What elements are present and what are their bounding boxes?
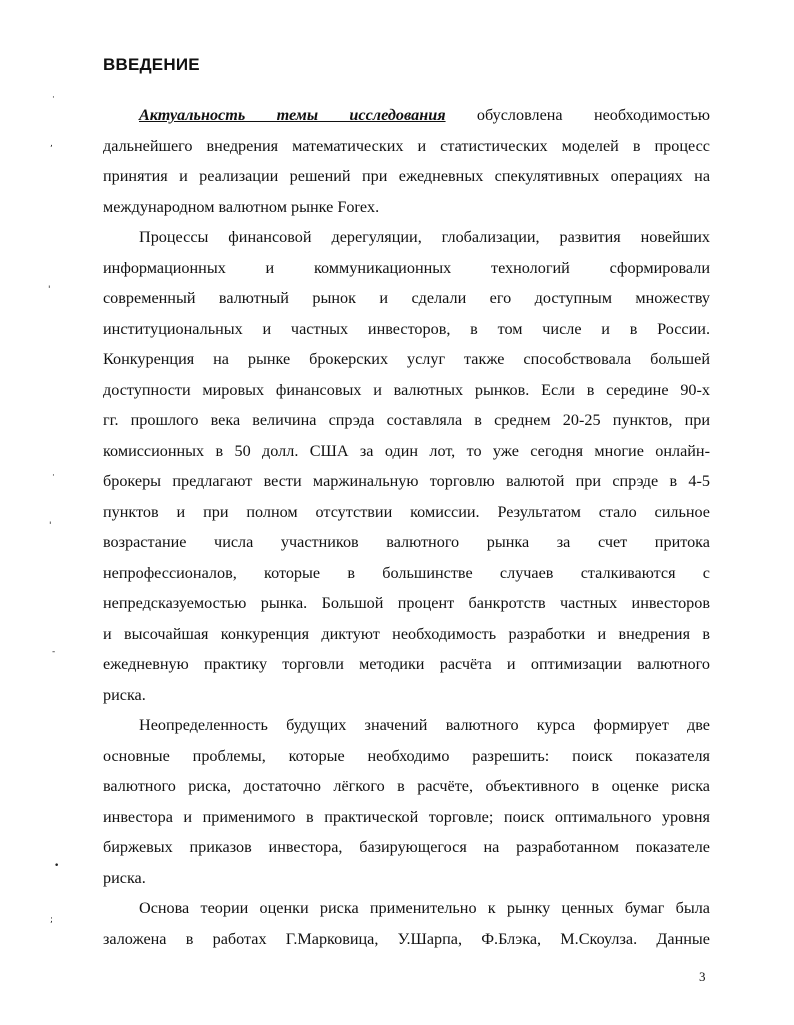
text-line: Процессы финансовой дерегуляции, глобализации, развития новейших <box>139 228 710 246</box>
text-line: инвестора и применимого в практической торговле; поиск оптимального уровня <box>103 807 710 826</box>
text-line: биржевых приказов инвестора, базирующегося на разработанном показателе <box>103 838 710 856</box>
text-line: современный валютный рынок и сделали его доступным множеству <box>103 289 710 307</box>
text-line: информационных и коммуникационных технологий сформировали <box>103 258 710 277</box>
text-line: Конкуренция на рынке брокерских услуг также способствовала большей <box>103 350 710 368</box>
text-line: доступности мировых финансовых и валютных рынков. Если в середине 90-х <box>103 380 710 399</box>
text-line: возрастание числа участников валютного рынка за счет притока <box>103 533 710 551</box>
text-line: институциональных и частных инвесторов, в том числе и в России. <box>103 319 710 338</box>
text-line: дальнейшего внедрения математических и статистических моделей в процесс <box>103 136 710 155</box>
text-line: ежедневную практику торговли методики расчёта и оптимизации валютного <box>103 655 710 673</box>
page-heading: ВВЕДЕНИЕ <box>103 55 200 74</box>
scan-speck: · <box>52 93 55 103</box>
text-line: международном валютном рынке Forex. <box>103 197 380 216</box>
text-line: комиссионных в 50 долл. США за один лот, то уже сегодня многие онлайн- <box>103 441 710 460</box>
scan-speck: · <box>52 471 55 481</box>
scan-speck: ; <box>50 915 54 925</box>
text-line: Основа теории оценки риска применительно к рынку ценных бумаг была <box>139 899 710 917</box>
text-line: Неопределенность будущих значений валютного курса формирует две <box>139 716 710 734</box>
text-line: непредсказуемостью рынка. Большой процент банкротств частных инвесторов <box>103 594 710 612</box>
scan-speck: • <box>54 861 60 871</box>
text-line: риска. <box>103 685 146 704</box>
text-line: основные проблемы, которые необходимо разрешить: поиск показателя <box>103 746 710 765</box>
page-number: 3 <box>699 969 706 984</box>
lead-rest: обусловлена необходимостью <box>476 106 710 124</box>
text-line: валютного риска, достаточно лёгкого в расчёте, объективного в оценке риска <box>103 777 710 795</box>
body-text <box>103 100 710 954</box>
scan-speck: ' <box>49 521 52 531</box>
scan-speck: , <box>50 139 53 149</box>
text-line: заложена в работах Г.Марковица, У.Шарпа, Ф.Блэка, М.Скоулза. Данные <box>103 929 710 948</box>
text-line: принятия и реализации решений при ежедневных спекулятивных операциях на <box>103 167 710 185</box>
text-line: риска. <box>103 868 146 887</box>
text-line: гг. прошлого века величина спрэда составляла в среднем 20-25 пунктов, при <box>103 411 710 429</box>
scan-speck: ' <box>48 285 51 295</box>
text-line: и высочайшая конкуренция диктуют необходимость разработки и внедрения в <box>103 624 710 643</box>
text-line: пунктов и при полном отсутствии комиссии. Результатом стало сильное <box>103 502 710 521</box>
lead-phrase: Актуальность темы исследования <box>139 106 446 124</box>
paragraph-1-line-1 <box>103 100 710 131</box>
text-line: брокеры предлагают вести маржинальную торговлю валютой при спрэде в 4-5 <box>103 472 710 490</box>
text-line: непрофессионалов, которые в большинстве случаев сталкиваются с <box>103 563 710 582</box>
scan-speck: - <box>52 647 56 657</box>
